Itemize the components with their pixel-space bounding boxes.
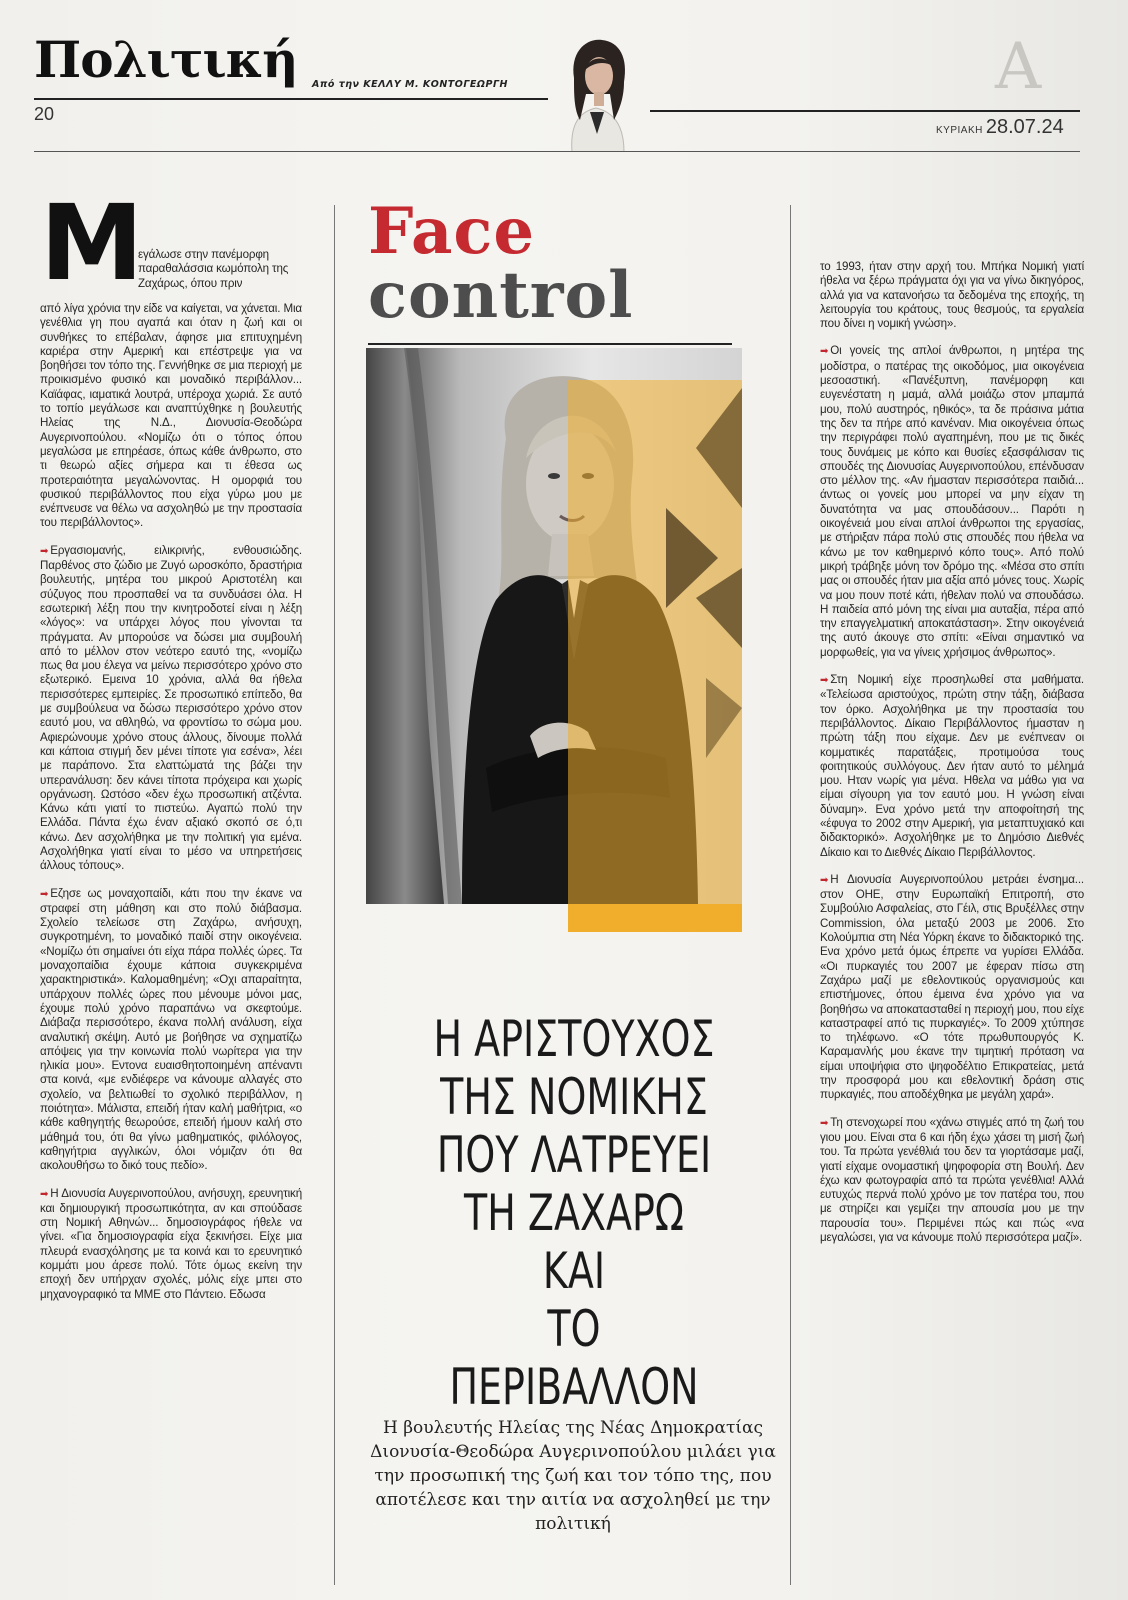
byline: Από την ΚΕΛΛΥ Μ. ΚΟΝΤΟΓΕΩΡΓΗ xyxy=(312,79,508,90)
weekday: ΚΥΡΙΑΚΗ xyxy=(936,125,983,136)
paragraph xyxy=(820,873,1084,1103)
column-rule xyxy=(790,205,791,1585)
headline-line: ΠΟΥ ΛΑΤΡΕΥΕΙ xyxy=(436,1126,712,1184)
headline xyxy=(430,1010,719,1416)
paper-logo: Α xyxy=(995,30,1042,104)
header-rule xyxy=(34,98,548,100)
section-title: Πολιτική xyxy=(34,30,298,89)
paragraph xyxy=(40,887,302,1174)
red-arrow-bullet-icon: ➡ xyxy=(40,1188,49,1200)
paragraph xyxy=(40,544,302,874)
paragraph-text: Οι γονείς της απλοί άνθρωποι, η μητέρα της μοδίστρα, ο πατέρας της οικοδόμος, μια οικογένεια μεσοαστική. «Πανέξυπνη, πανέμορφη και ευγενέστατη η μαμά, αλλά μοιάζω στον μπαμπά μου, πολύ αυστηρός, ηθικός», τα δε πράσινα μάτια της δεν τα πήρε από κανέναν. Μια οικογένεια όπως την περιγράφει πολύ αγαπημένη, που με τις δικές τους δυνάμεις με κόπο και θυσίες εξασφάλισαν τις σπουδές της Διονυσίας Αυγερινοπούλου, επένδυσαν στο μέλλον της. «Αν ήμασταν περισσότερα παιδιά... άντως οι γονείς μου μπορεί να μην είχαν τη δυνατότητα να μας σπουδάσουν... Παρότι η οικογένειά μου είναι απλοί άνθρωποι της εργασίας, με στήριξαν πάρα πολύ στις σπουδές που ήθελα να κάνω με τον καθημερινό κόπο τους». Από πολύ μικρή τράβηξε μόνη τον δρόμο της. «Μέσα στο σπίτι μας οι σπουδές ήταν μια αξία από μόνες τους. Χωρίς να μου πουν ποτέ κάτι, ήθελαν πολύ να σπουδάσω. Η παιδεία από μόνη της είναι μια αυταξία, πέρα από την επαγγελματική αποκατάσταση». Στην οικογένειά της αυτό άκουγε στο σπίτι: «Είναι σημαντικό να μορφωθείς, για να γίνεις χρήσιμος άνθρωπος». xyxy=(820,344,1084,659)
red-arrow-bullet-icon: ➡ xyxy=(820,346,829,358)
red-arrow-bullet-icon: ➡ xyxy=(820,675,829,687)
dropcap-block xyxy=(40,182,302,304)
red-arrow-bullet-icon: ➡ xyxy=(40,888,49,900)
kicker-rule xyxy=(368,343,732,345)
issue-date: 28.07.24 xyxy=(985,116,1064,138)
paragraph-text: Τη στενοχωρεί που «χάνω στιγμές από τη ζωή του γιου μου. Είναι στα 6 και ήδη έχω χάσει τη μισή ζωή του. Τα πρώτα γενέθλιά του δεν τα γιορτάσαμε μαζί, γιατί είχαμε ονομαστική ψηφοφορία στη Βουλή. Δεν έχω καν φωτογραφία από τα πρώτα γενέθλια! Αλλά ευτυχώς περνά πολύ χρόνο με τον πατέρα του, που με στηρίζει και γεμίζει την απουσία μου με την παρουσία του». Περιμένει πώς και πώς «να μεγαλώσει, για να κάνουμε πολύ περισσότερα μαζί». xyxy=(820,1115,1084,1244)
kicker-face: Face xyxy=(368,194,536,269)
header-rule xyxy=(34,151,1080,152)
paragraph-text: Εζησε ως μοναχοπαίδι, κάτι που την έκανε να στραφεί στη μάθηση και στο πολύ διάβασμα. Σχολείο τελείωσε στη Ζαχάρω, ανήσυχη, συγκροτημένη, το μοναδικό παιδί στην οικογένεια. «Νομίζω ότι σημαίνει ότι είχα πάρα πολλές ώρες. Τα μοναχοπαίδια έχουμε κάποια συγκεκριμένα χαρακτηριστικά». Καλομαθημένη; «Οχι απαραίτητα, υπάρχουν πολλές ώρες που μένουμε μόνοι μας, έχουμε πολύ χρόνο παραπάνω να σκεφτούμε. Διάβαζα περισσότερο, έκανα πολλή ανάλυση, είχα αναλυτική σκέψη. Αυτό με βοήθησε να σχηματίζω απόψεις για την κοινωνία πολύ νωρίτερα για την ηλικία μου». Εντονα ευαισθητοποιημένη απέναντι στα κοινά, «με ενδιέφερε να κάνουμε αλλαγές στο σχολείο, να βελτιωθεί το σχολικό περιβάλλον, η ποιότητα». Μάλιστα, επειδή ήταν καλή μαθήτρια, «ο κάθε καθηγητής θεωρούσε, επειδή ήμουν καλή στο μάθημά του, ότι θα γίνω μαθηματικός, φιλόλογος, καθηγήτρια αγγλικών, όλοι νόμιζαν ότι θα ακολουθήσω το δικό τους πεδίο». xyxy=(40,886,302,1173)
paragraph-text: Στη Νομική είχε προσηλωθεί στα μαθήματα. «Τελείωσα αριστούχος, πρώτη στην τάξη, διάβασα τον όρκο. Ασχολήθηκα με την προστασία του περιβάλλοντος. Δίκαιο Περιβάλλοντος ήμασταν η πρώτη τάξη που είχαμε. Δεν με ενέπνεαν οι κομματικές παρατάξεις, προτιμούσα τους φοιτητικούς συλλόγους. Δεν ήταν αυτό το μέλημά μου. Ηταν νωρίς για μένα. Ηθελα να μάθω για να είμαι σίγουρη για τον εαυτό μου. Η γνώση είναι δύναμη». Ενα χρόνο μετά την αποφοίτησή της «έφυγα το 2002 στην Αμερική, για μεταπτυχιακό και διδακτορικό». Ασχολήθηκε με το Δημόσιο Διεθνές Δίκαιο και το Διεθνές Δίκαιο Περιβάλλοντος. xyxy=(820,673,1084,859)
paragraph-text: Εργασιομανής, ειλικρινής, ενθουσιώδης. Παρθένος στο ζώδιο με Ζυγό ωροσκόπο, δραστήρια βουλευτής, μητέρα του μικρού Αριστοτέλη και σύζυγος που προσπαθεί να τα συνδυάσει όλα. Η εσωτερική λέξη που την κινητροδοτεί είναι η λέξη «λόγος»: να υπάρχει λόγος που γίνονται τα πράγματα. Αν μπορούσε να δώσει μια συμβουλή από το μέλλον στον νεότερο εαυτό της, «νομίζω πως θα μου έλεγα να μείνω περισσότερο χρόνο στο εξωτερικό. Εμεινα 10 χρόνια, αλλά θα ήθελα περισσότερες εμπειρίες. Σε προσωπικό επίπεδο, θα με συμβούλευα να δώσω περισσότερο χρόνο στον εαυτό μου, να αθληθώ, να φροντίσω το σώμα μου. Αφιερώνουμε χρόνο στους άλλους, δίνουμε πολλά και κάποια στιγμή δεν μένει τίποτε για εσένα», λέει με παράπονο. Στα ελαττώματά της βάζει την υπερανάλυση: δεν κάνει τίποτα πρόχειρα και χωρίς οργάνωση. Ωστόσο «δεν έχω προσωπική ατζέντα. Κάνω κάτι γιατί το πιστεύω. Αγαπώ πολύ την Ελλάδα. Πάντα έχω έναν αξιακό σκοπό σε ό,τι κάνω. Δεν ασχολήθηκα με την πολιτική για εμένα. Ασχολήθηκα γιατί είναι το μέσο να υπηρετήσεις άλλους τόπους». xyxy=(40,543,302,873)
red-arrow-bullet-icon: ➡ xyxy=(820,874,829,886)
columnist-portrait xyxy=(552,34,642,152)
red-arrow-bullet-icon: ➡ xyxy=(820,1117,829,1129)
paragraph: από λίγα χρόνια την είδε να καίγεται, να χάνεται. Μια γενέθλια γη που αγαπά και όταν η ζωή και οι συνθήκες το επέβαλαν, άφησε μια επιτυχημένη καριέρα στην Αμερική και επέστρεψε για να βοηθήσει τον τόπο της. Γεννήθηκε σε μια περιοχή με προικισμένο φυσικό και μοναδικό περιβάλλον... Καϊάφας, ιαματικά λουτρά, υπέροχα χωριά. Σε αυτό το τοπίο μεγάλωσε και αναπτύχθηκε η βουλευτής Ηλείας της Ν.Δ., Διονυσία-Θεοδώρα Αυγερινοπούλου. «Νομίζω ότι ο τόπος όπου μεγαλώσα με επηρέασε, όπως κάθε άνθρωπο, στο τι θεωρώ αξίες σήμερα και τι έθεσα ως προτεραιότητα μεγαλώνοντας. Η ομορφιά του φυσικού περιβάλλοντος που είχα γύρω μου με ενέπνευσε να θέλω να ασχοληθώ με την προστασία του περιβάλλοντος». xyxy=(40,302,302,530)
article-column-left xyxy=(40,182,302,1315)
paragraph xyxy=(40,1187,302,1302)
headline-line: ΤΗΣ ΝΟΜΙΚΗΣ xyxy=(440,1068,708,1126)
dropcap: Μ xyxy=(40,182,144,304)
paragraph-text: Η Διονυσία Αυγερινοπούλου μετράει ένσημα... στον ΟΗΕ, στην Ευρωπαϊκή Επιτροπή, στο Συμβούλιο Ασφαλείας, στο Γέιλ, στις Βρυξέλλες στην Commission, όλα μεταξύ 2003 με 2006. Στο Κολούμπια στη Νέα Υόρκη έκανε το διδακτορικό της. Ενα χρόνο μετά όμως έπρεπε να γυρίσει Ελλάδα. «Οι πυρκαγιές του 2007 με έφεραν πίσω στη Ζαχάρω μαζί με εθελοντικούς οργανισμούς και επιστήμονες, όπου έμεινα ένα χρόνο για να βοηθήσω να αποκατασταθεί η περιοχή μου, που είχε καταστραφεί από τις πυρκαγιές». Το 2009 χτύπησε το τηλέφωνο. «Ο τότε πρωθυπουργός Κ. Καραμανλής μου έκανε την τιμητική πρόταση να είμαι υποψήφια στο ψηφοδέλτιο Επικρατείας, μετά την προσφορά μου και εθελοντική δράση στις πυρκαγιές, που αποδέχθηκα με μεγάλη χαρά». xyxy=(820,872,1084,1102)
red-arrow-bullet-icon: ➡ xyxy=(40,545,49,557)
standfirst: Η βουλευτής Ηλείας της Νέας Δημοκρατίας Διονυσία-Θεοδώρα Αυγερινοπούλου μιλάει για την προσωπική της ζωή και τον τόπο της, που αποτέλεσε και την αιτία να ασχοληθεί με την πολιτική xyxy=(370,1418,776,1534)
dropcap-text: εγάλωσε στην πανέμορφη παραθαλάσσια κωμόπολη της Ζαχάρως, όπου πριν xyxy=(138,248,289,290)
headline-line: ΤΗ ΖΑΧΑΡΩ ΚΑΙ xyxy=(464,1184,684,1300)
date-line xyxy=(936,116,1064,139)
paragraph xyxy=(820,673,1084,860)
paragraph: το 1993, ήταν στην αρχή του. Μπήκα Νομική γιατί ήθελα να ξέρω πράγματα όχι για να γίνω δικηγόρος, αλλά για να κατανοήσω τα δεδομένα της εποχής, τη λειτουργία του κράτους, τους θεσμούς, τα εργαλεία που δίνει η νομική γνώση». xyxy=(820,260,1084,331)
portrait-photo xyxy=(366,348,742,932)
paragraph xyxy=(820,344,1084,660)
paragraph-text: Η Διονυσία Αυγερινοπούλου, ανήσυχη, ερευνητική και δημιουργική προσωπικότητα, αν και σπούδασε στη Νομική Αθηνών... δημοσιογράφος ήθελε να γίνει. «Για δημοσιογραφία είχα ξεκινήσει. Είχε μια πλευρά ενασχόλησης με τα κοινά και το ερευνητικό κομμάτι μου άρεσε πολύ. Τότε όμως εκείνη την εποχή δεν υπήρχαν σχολές, μόλις είχε μπει στο μηχανογραφικό τα ΜΜΕ στο Πάντειο. Εδωσα xyxy=(40,1186,302,1301)
header-rule xyxy=(650,110,1080,112)
column-rule xyxy=(334,205,335,1585)
kicker-control: control xyxy=(368,258,634,333)
page-number: 20 xyxy=(34,104,55,124)
headline-line: ΤΟ ΠΕΡΙΒΑΛΛΟΝ xyxy=(449,1300,699,1416)
headline-line: Η ΑΡΙΣΤΟΥΧΟΣ xyxy=(433,1010,715,1068)
article-column-right xyxy=(820,260,1084,1258)
paragraph xyxy=(820,1116,1084,1246)
